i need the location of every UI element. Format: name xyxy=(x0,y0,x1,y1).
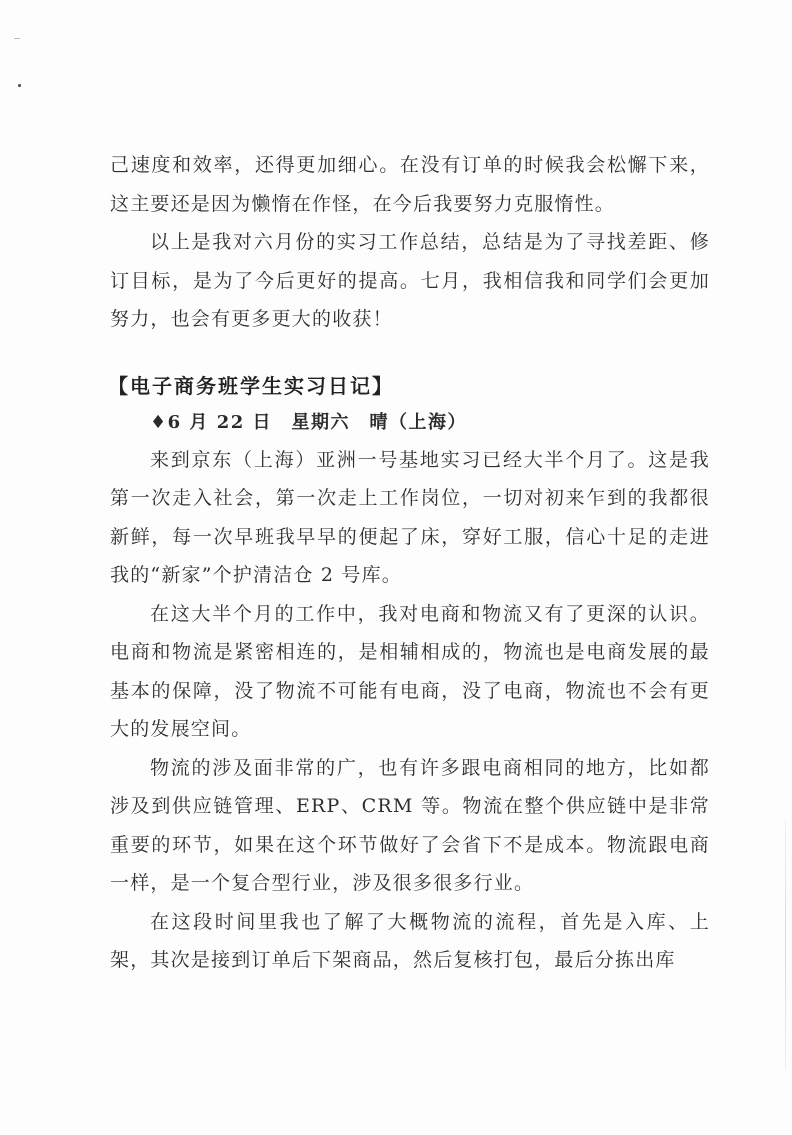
body-paragraph: 在这大半个月的工作中，我对电商和物流又有了更深的认识。电商和物流是紧密相连的，是相辅相成的，物流也是电商发展的最基本的保障，没了物流不可能有电商，没了电商，物流也不会有更大的发展空间。 xyxy=(110,602,710,740)
section-spacer xyxy=(110,339,710,367)
section-title: 【电子商务班学生实习日记】 xyxy=(108,373,394,398)
scan-artifact xyxy=(14,38,20,39)
body-paragraph: 物流的涉及面非常的广，也有许多跟电商相同的地方，比如都涉及到供应链管理、ERP、CRM 等。物流在整个供应链中是非常重要的环节，如果在这个环节做好了会省下不是成本。物流跟电商一样，是一个复合型行业，涉及很多很多行业。 xyxy=(110,756,710,894)
scan-artifact-dot xyxy=(18,84,21,87)
body-paragraph: 来到京东（上海）亚洲一号基地实习已经大半个月了。这是我第一次走入社会，第一次走上工作岗位，一切对初来乍到的我都很新鲜，每一次早班我早早的便起了床，穿好工服，信心十足的走进我的“新家”个护清洁仓 2 号库。 xyxy=(110,448,710,586)
body-paragraph: 以上是我对六月份的实习工作总结，总结是为了寻找差距、修订目标，是为了今后更好的提高。七月，我相信我和同学们会更加努力，也会有更多更大的收获！ xyxy=(110,231,710,330)
document-body xyxy=(110,146,710,980)
diary-entry-date: ♦6 月 22 日 星期六 晴（上海） xyxy=(150,411,468,433)
scan-edge-shadow xyxy=(785,820,786,1070)
body-paragraph: 己速度和效率，还得更加细心。在没有订单的时候我会松懈下来，这主要还是因为懒惰在作怪，在今后我要努力克服惰性。 xyxy=(110,154,710,215)
body-paragraph: 在这段时间里我也了解了大概物流的流程，首先是入库、上架，其次是接到订单后下架商品，然后复核打包，最后分拣出库 xyxy=(110,910,710,971)
